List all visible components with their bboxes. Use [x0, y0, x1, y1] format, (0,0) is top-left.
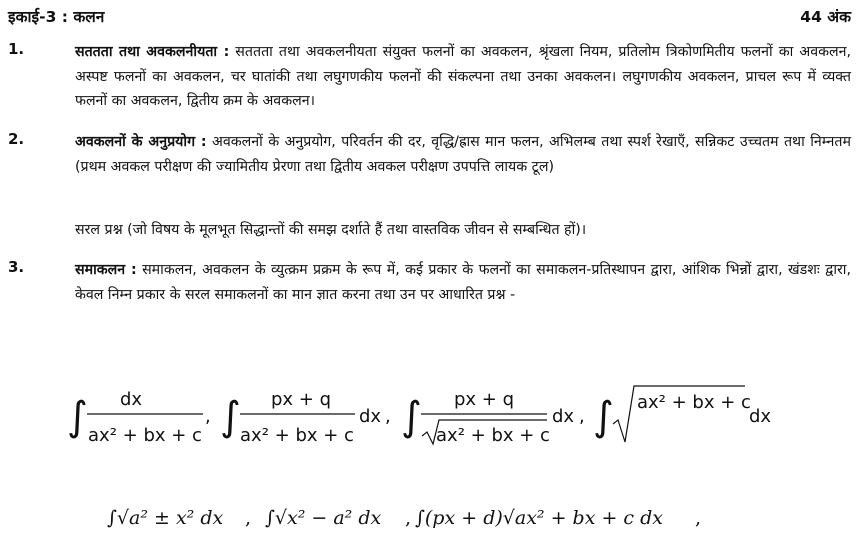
page-header — [8, 5, 851, 29]
item-body: समाकलन, अवकलन के व्युत्क्रम प्रक्रम के रूप में, कई प्रकार के फलनों का समाकलन-प्रतिस्थापन द्वारा, आंशिक भिन्नों द्वारा, खंडशः द्वारा, केवल निम्न प्रकार के सरल समाकलनों का मान ज्ञात करना तथा उन पर आधारित प्रश्न - — [75, 262, 851, 303]
item-heading: अवकलनों के अनुप्रयोग : — [75, 134, 207, 150]
separator: , — [205, 406, 211, 427]
fraction-denominator: ax² + bx + c — [240, 425, 354, 446]
item-text — [75, 130, 851, 179]
fraction-numerator: px + q — [453, 389, 515, 410]
item-number: 2. — [8, 130, 25, 148]
unit-marks: 44 अंक — [800, 8, 851, 26]
fraction-denominator: ax² + bx + c — [88, 425, 202, 446]
integral-sign: ∫ — [67, 394, 88, 440]
item-number: 3. — [8, 258, 25, 276]
note-text: सरल प्रश्न (जो विषय के मूलभूत सिद्धान्तों की समझ दर्शाते हैं तथा वास्तविक जीवन से सम्बन्धित हों)। — [75, 222, 587, 238]
integral-sign: ∫ — [401, 394, 422, 440]
separator: , — [245, 507, 252, 529]
integral-sqrt-a2-pm-x2: ∫√a² ± x² dx — [107, 507, 224, 529]
differential: dx — [749, 406, 772, 427]
separator: , — [579, 406, 585, 427]
fraction-numerator: px + q — [270, 389, 332, 410]
separator: , — [385, 406, 391, 427]
fraction-denominator: ax² + bx + c — [436, 425, 550, 446]
differential: dx — [552, 406, 575, 427]
differential: dx — [359, 406, 382, 427]
formula-row-2 — [65, 488, 765, 544]
fraction-numerator: dx — [119, 389, 143, 410]
item-heading: सततता तथा अवकलनीयता : — [75, 44, 230, 60]
item-body: सततता तथा अवकलनीयता संयुक्त फलनों का अवकलन, श्रृंखला नियम, प्रतिलोम त्रिकोणमितीय फलनों का अवकलन, अस्पष्ट फलनों का अवकलन, चर घातांकी तथा लघुगणकीय फलनों की संकल्पना तथा उनका अवकलन। लघुगणकीय अवकलन, प्राचल रूप में व्यक्त फलनों का अवकलन, द्वितीय क्रम के अवकलन। — [75, 44, 851, 110]
item-text — [75, 40, 851, 114]
radicand: ax² + bx + c — [637, 392, 751, 413]
item-number: 1. — [8, 40, 25, 58]
item-body: अवकलनों के अनुप्रयोग, परिवर्तन की दर, वृद्धि/ह्रास मान फलन, अभिलम्ब तथा स्पर्श रेखाएँ, सन्निकट उच्चतम तथा निम्नतम (प्रथम अवकल परीक्षण की ज्यामितीय प्रेरणा तथा द्वितीय अवकल परीक्षण उपपत्ति लायक टूल) — [75, 134, 851, 175]
separator: , — [405, 507, 412, 529]
integral-sign: ∫ — [593, 394, 614, 440]
separator: , — [695, 507, 702, 529]
integral-sqrt-x2-minus-a2: ∫√x² − a² dx — [265, 507, 382, 529]
item-text — [75, 258, 851, 307]
integral-sign: ∫ — [220, 394, 241, 440]
integral-linear-times-sqrt-quadratic: ∫(px + d)√ax² + bx + c dx — [415, 507, 663, 529]
item-heading: समाकलन : — [75, 262, 137, 278]
formula-row-1 — [65, 378, 785, 458]
unit-title: इकाई-3 : कलन — [8, 8, 105, 26]
